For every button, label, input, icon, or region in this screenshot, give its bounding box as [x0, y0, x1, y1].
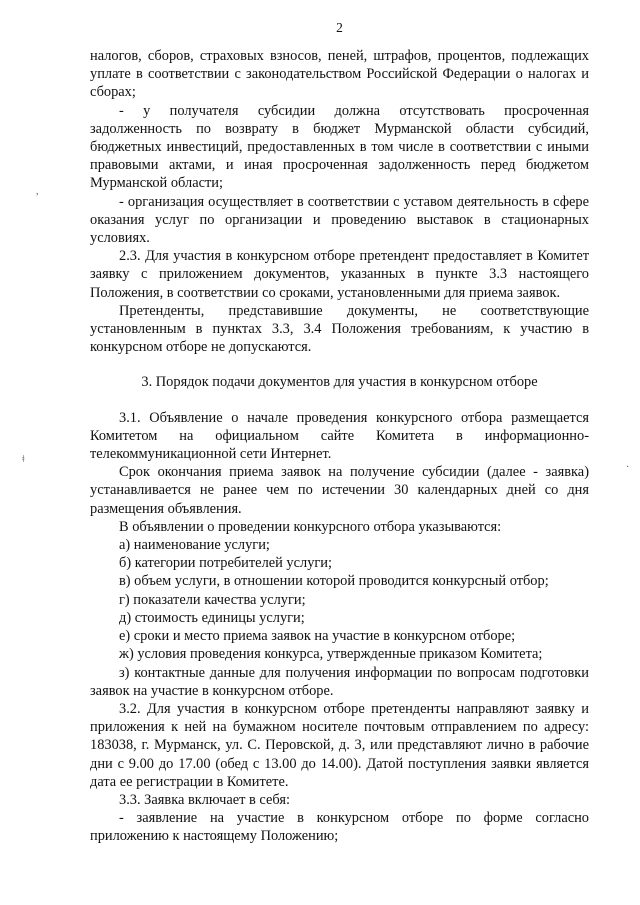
paragraph-3-3: 3.3. Заявка включает в себя: [119, 791, 290, 808]
list-item: г) показатели качества услуги; [119, 591, 306, 608]
paragraph-announcement-contents: В объявлении о проведении конкурсного отбора указываются: [119, 518, 502, 535]
announcement-list [90, 536, 589, 700]
paragraph-exhibition-activity: - организация осуществляет в соответствии с уставом деятельность в сфере оказания услуг по организации и проведению выставок в стационарных условиях. [90, 193, 589, 247]
list-item: а) наименование услуги; [119, 537, 270, 554]
list-item: е) сроки и место приема заявок на участие в конкурсном отборе; [119, 628, 516, 645]
list-item: д) стоимость единицы услуги; [119, 609, 305, 626]
section-heading: 3. Порядок подачи документов для участия в конкурсном отборе [141, 374, 538, 391]
paragraph-applicants-not-admitted: Претенденты, представившие документы, не соответствующие установленным в пунктах 3.3, 3.4 Положения требованиям, к участию в конкурсном отборе не допускаются. [90, 302, 589, 356]
list-item: ж) условия проведения конкурса, утвержденные приказом Комитета; [119, 646, 543, 663]
list-item: б) категории потребителей услуги; [119, 555, 332, 572]
scan-speck: · [626, 462, 630, 473]
list-item: в) объем услуги, в отношении которой проводится конкурсный отбор; [119, 573, 549, 590]
paragraph-3-1: 3.1. Объявление о начале проведения конкурсного отбора размещается Комитетом на официальном сайте Комитета в информационно-телекоммуникационной сети Интернет. [90, 409, 589, 463]
scan-speck: , [36, 186, 39, 197]
list-item: з) контактные данные для получения информации по вопросам подготовки заявок на участие в конкурсном отборе. [90, 664, 589, 699]
paragraph-application-form: - заявление на участие в конкурсном отборе по форме согласно приложению к настоящему Положению; [90, 810, 589, 845]
paragraph-3-2: 3.2. Для участия в конкурсном отборе претенденты направляют заявку и приложения к ней на бумажном носителе почтовым отправлением по адресу: 183038, г. Мурманск, ул. С. Перовской, д. 3, или представляют лично в рабочие дни с 9.00 до 17.00 (обед с 13.00 до 14.00). Датой поступления заявки является дата ее регистрации в Комитете. [90, 700, 589, 790]
paragraph-taxes-continuation: налогов, сборов, страховых взносов, пеней, штрафов, процентов, подлежащих уплате в соответствии с законодательством Российской Федерации о налогах и сборах; [90, 48, 589, 101]
paragraph-2-3: 2.3. Для участия в конкурсном отборе претендент предоставляет в Комитет заявку с приложением документов, указанных в пункте 3.3 настоящего Положения, в соответствии со сроками, установленными для приема заявок. [90, 248, 589, 301]
scan-speck: ǂ [22, 454, 25, 465]
paragraph-no-overdue-debt: - у получателя субсидии должна отсутствовать просроченная задолженность по возврату в бюджет Мурманской области субсидий, бюджетных инвестиций, предоставленных в том числе в соответствии с иными правовыми актами, и иная просроченная задолженность перед бюджетом Мурманской области; [90, 102, 589, 192]
page-number: 2 [336, 20, 343, 35]
paragraph-deadline: Срок окончания приема заявок на получение субсидии (далее - заявка) устанавливается не ранее чем по истечении 30 календарных дней со дня размещения объявления. [90, 464, 589, 517]
